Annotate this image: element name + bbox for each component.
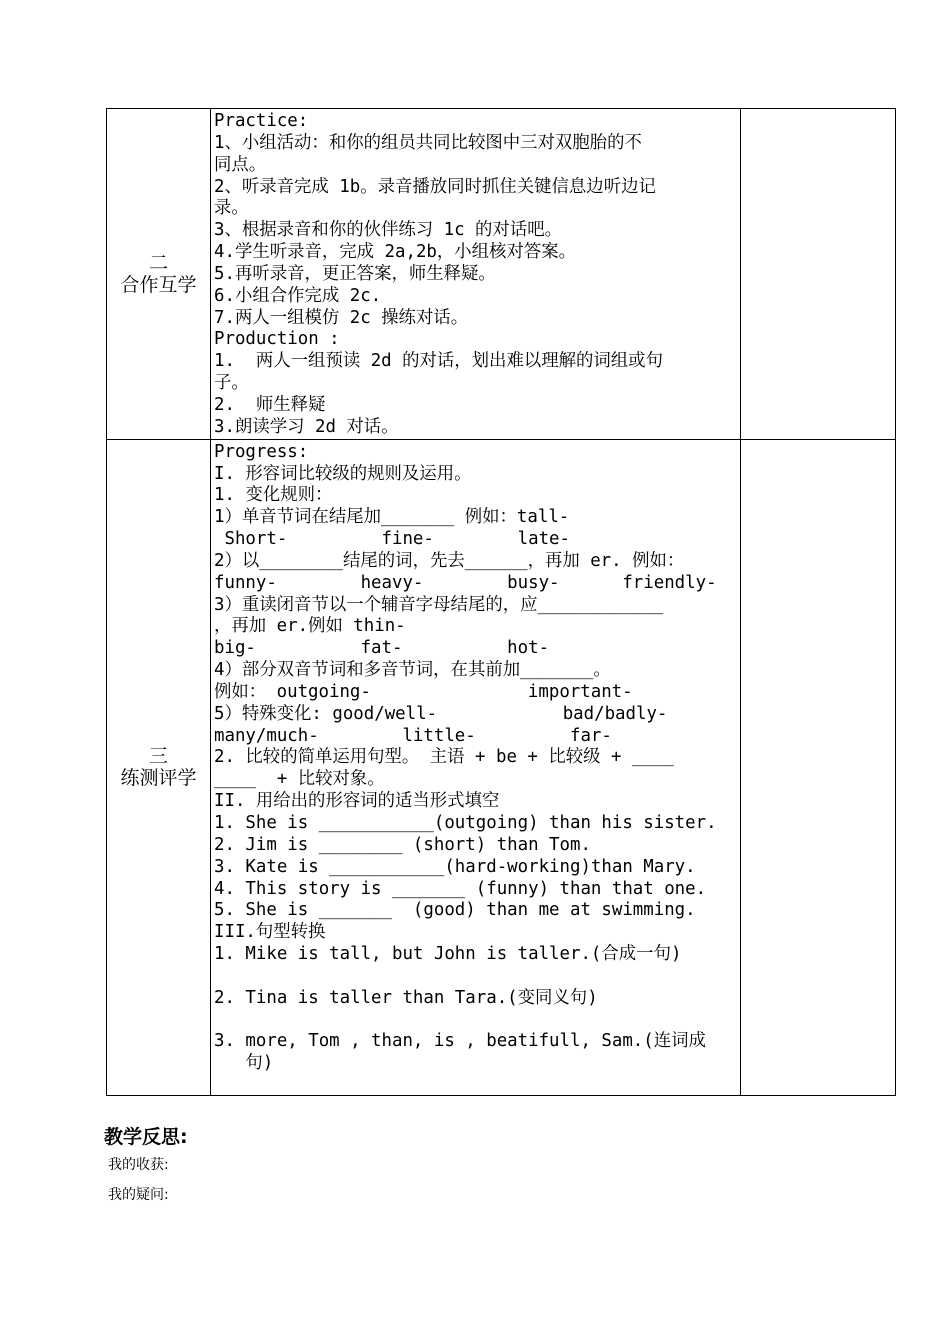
section-label-cell [107, 109, 211, 440]
content-line: many/much- little- far- [214, 725, 612, 746]
content-line: 同点。 [214, 154, 267, 175]
content-line: ，再加 er.例如 thin- [214, 616, 406, 637]
content-line: 6.小组合作完成 2c. [214, 285, 382, 306]
section-content-cell [211, 109, 741, 440]
content-line: 2、听录音完成 1b。录音播放同时抓住关键信息边听边记 [214, 176, 656, 197]
content-line: 4）部分双音节词和多音节词，在其前加_______。 [214, 660, 611, 681]
content-line: 1. 变化规则： [214, 485, 333, 506]
content-line: 5）特殊变化: good/well- bad/badly- [214, 703, 668, 724]
content-line: 3. more, Tom , than, is , beatifull, Sam.(连词成 [214, 1031, 706, 1052]
content-line: 3）重读闭音节以一个辅音字母结尾的，应____________ [214, 594, 664, 615]
content-line: 2. 比较的简单运用句型。 主语 + be + 比较级 + ____ [214, 747, 674, 768]
content-line: II. 用给出的形容词的适当形式填空 [214, 791, 500, 812]
section-row-cooperate [107, 109, 896, 440]
content-line: 子。 [214, 373, 249, 394]
content-line [214, 1010, 740, 1032]
content-line: 1. Mike is tall, but John is taller.(合成一句) [214, 944, 682, 965]
reflection-question: 我的疑问: [108, 1187, 169, 1203]
content-line: 2. Jim is ________ (short) than Tom. [214, 834, 591, 855]
section-content [214, 442, 740, 1075]
content-line: 2. 师生释疑 [214, 394, 326, 415]
content-line: 3. Kate is ___________(hard-working)than Mary. [214, 856, 696, 877]
content-line: Production : [214, 329, 340, 350]
content-line: Short- fine- late- [214, 529, 570, 550]
section-row-practice-test [107, 439, 896, 1095]
content-line: 5.再听录音，更正答案，师生释疑。 [214, 263, 496, 284]
content-line: 句) [214, 1053, 274, 1074]
section-content [214, 111, 740, 439]
content-line: big- fat- hot- [214, 638, 550, 659]
content-line: 2）以________结尾的词，先去______，再加 er. 例如： [214, 550, 685, 571]
content-line: 3.朗读学习 2d 对话。 [214, 416, 399, 437]
notes-cell [741, 439, 896, 1095]
content-line [214, 966, 740, 988]
content-line: III.句型转换 [214, 922, 326, 943]
lesson-plan-table [106, 108, 896, 1096]
content-line: ____ + 比较对象。 [214, 769, 385, 790]
reflection-title: 教学反思: [104, 1126, 188, 1148]
section-label-cell [107, 439, 211, 1095]
content-line: Progress: [214, 441, 309, 462]
section-number: 二 [148, 251, 168, 274]
content-line: 2. Tina is taller than Tara.(变同义句) [214, 987, 598, 1008]
content-line: funny- heavy- busy- friendly- [214, 572, 717, 593]
content-line: 录。 [214, 198, 249, 219]
content-line: 7.两人一组模仿 2c 操练对话。 [214, 307, 469, 328]
content-line: 1. She is ___________(outgoing) than his sister. [214, 813, 717, 833]
reflection-gain: 我的收获: [108, 1157, 169, 1173]
content-line: 1、小组活动：和你的组员共同比较图中三对双胞胎的不 [214, 132, 642, 153]
section-content-cell [211, 439, 741, 1095]
content-line: 3、根据录音和你的伙伴练习 1c 的对话吧。 [214, 220, 562, 241]
content-line: 1. 两人一组预读 2d 的对话，划出难以理解的词组或句 [214, 351, 663, 372]
section-name: 练测评学 [120, 767, 197, 790]
content-line: 例如： outgoing- important- [214, 681, 633, 702]
content-line: I. 形容词比较级的规则及运用。 [214, 463, 472, 484]
content-line: 4. This story is _______ (funny) than that one. [214, 878, 707, 899]
content-line: 4.学生听录音，完成 2a,2b，小组核对答案。 [214, 242, 577, 263]
section-number: 三 [148, 745, 168, 768]
notes-cell [741, 109, 896, 440]
content-line: 1）单音节词在结尾加_______ 例如：tall- [214, 507, 570, 528]
content-line: Practice: [214, 111, 309, 131]
section-name: 合作互学 [120, 273, 197, 296]
content-line: 5. She is _______ (good) than me at swimming. [214, 900, 696, 921]
